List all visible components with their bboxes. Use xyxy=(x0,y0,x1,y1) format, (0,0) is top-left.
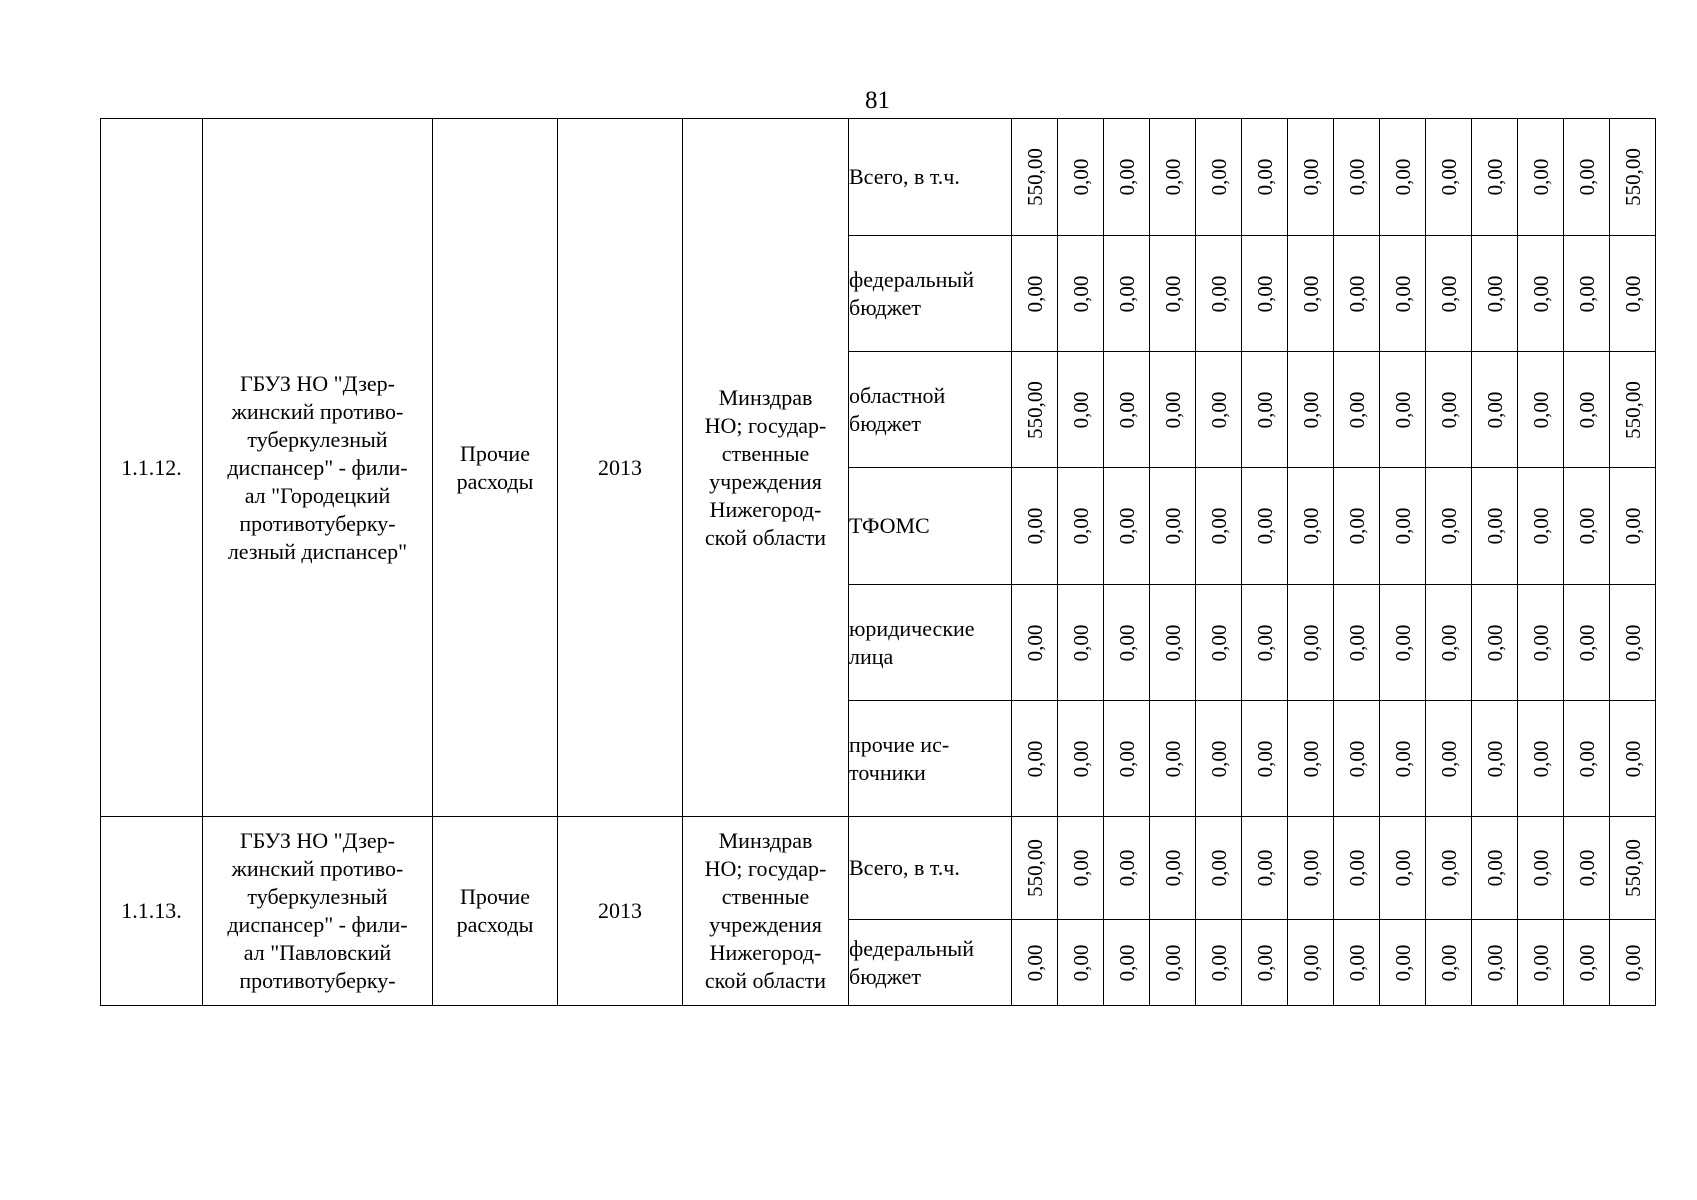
page-number: 81 xyxy=(865,87,890,114)
amount-cell xyxy=(1012,585,1058,701)
amount-cell xyxy=(1288,236,1334,352)
text-line: ал "Городецкий xyxy=(244,482,391,508)
amount-cell xyxy=(1610,817,1656,920)
amount-value: 0,00 xyxy=(1252,391,1277,428)
amount-cell xyxy=(1150,817,1196,920)
amount-cell xyxy=(1334,701,1380,817)
amount-value: 0,00 xyxy=(1390,158,1415,196)
text-line: федеральный xyxy=(849,266,974,292)
amount-cell xyxy=(1334,236,1380,352)
amount-value: 550,00 xyxy=(1022,380,1047,439)
amount-cell xyxy=(1012,352,1058,468)
amount-value: 0,00 xyxy=(1574,158,1599,196)
text-line: ской области xyxy=(704,524,827,550)
amount-value: 0,00 xyxy=(1160,849,1185,887)
institution-name-cell xyxy=(203,817,433,1006)
amount-value: 0,00 xyxy=(1436,391,1461,428)
amount-cell xyxy=(1518,920,1564,1006)
text-line: учреждения xyxy=(709,912,822,937)
amount-value: 0,00 xyxy=(1298,507,1323,545)
amount-value: 0,00 xyxy=(1344,740,1369,777)
amount-value: 0,00 xyxy=(1482,507,1507,545)
amount-value: 0,00 xyxy=(1206,944,1231,981)
amount-value: 0,00 xyxy=(1022,740,1047,777)
amount-cell xyxy=(1104,468,1150,585)
amount-cell xyxy=(1058,352,1104,468)
text-line: жинский противо- xyxy=(231,856,404,881)
amount-value: 0,00 xyxy=(1114,507,1139,545)
amount-cell xyxy=(1288,468,1334,585)
amount-cell xyxy=(1196,817,1242,920)
amount-value: 0,00 xyxy=(1574,391,1599,428)
amount-value: 0,00 xyxy=(1436,849,1461,887)
amount-value: 0,00 xyxy=(1482,849,1507,887)
amount-value: 0,00 xyxy=(1620,275,1645,312)
table-row xyxy=(101,817,1656,920)
amount-cell xyxy=(1518,817,1564,920)
amount-value: 0,00 xyxy=(1482,158,1507,196)
amount-cell xyxy=(1472,236,1518,352)
amount-cell xyxy=(1242,352,1288,468)
amount-cell xyxy=(1610,920,1656,1006)
amount-value: 0,00 xyxy=(1206,849,1231,887)
amount-value: 0,00 xyxy=(1620,740,1645,777)
amount-value: 0,00 xyxy=(1344,391,1369,428)
institution-name-cell xyxy=(203,119,433,817)
text-line: точники xyxy=(849,759,926,785)
amount-value: 0,00 xyxy=(1252,740,1277,777)
text-line: учреждения xyxy=(709,468,822,494)
amount-cell xyxy=(1012,236,1058,352)
text-line: бюджет xyxy=(849,294,921,320)
amount-value: 0,00 xyxy=(1482,275,1507,312)
funding-source-cell xyxy=(849,236,1012,352)
amount-cell xyxy=(1472,817,1518,920)
amount-value: 0,00 xyxy=(1344,158,1369,196)
amount-value: 0,00 xyxy=(1298,849,1323,887)
amount-cell xyxy=(1334,468,1380,585)
amount-cell xyxy=(1472,468,1518,585)
amount-value: 0,00 xyxy=(1574,740,1599,777)
amount-value: 0,00 xyxy=(1620,624,1645,661)
amount-cell xyxy=(1058,585,1104,701)
text-line: лезный диспансер" xyxy=(227,538,408,564)
amount-value: 0,00 xyxy=(1206,740,1231,777)
funding-source-cell xyxy=(849,701,1012,817)
amount-cell xyxy=(1334,119,1380,236)
amount-cell xyxy=(1426,119,1472,236)
amount-cell xyxy=(1564,236,1610,352)
amount-cell xyxy=(1150,468,1196,585)
amount-value: 0,00 xyxy=(1206,275,1231,312)
amount-cell xyxy=(1288,119,1334,236)
amount-value: 0,00 xyxy=(1252,849,1277,887)
amount-value: 550,00 xyxy=(1022,148,1047,206)
amount-cell xyxy=(1472,585,1518,701)
amount-value: 0,00 xyxy=(1390,275,1415,312)
text-line: Нижегород- xyxy=(709,496,822,522)
amount-value: 0,00 xyxy=(1252,275,1277,312)
amount-value: 0,00 xyxy=(1114,158,1139,196)
amount-cell xyxy=(1518,468,1564,585)
text-line: противотуберку- xyxy=(239,968,396,993)
amount-cell xyxy=(1610,701,1656,817)
amount-value: 0,00 xyxy=(1298,275,1323,312)
amount-value: 0,00 xyxy=(1114,391,1139,428)
amount-value: 0,00 xyxy=(1068,849,1093,887)
budget-table xyxy=(100,118,1656,1006)
expense-type-cell xyxy=(433,119,558,817)
amount-cell xyxy=(1104,920,1150,1006)
amount-value: 0,00 xyxy=(1298,740,1323,777)
amount-value: 0,00 xyxy=(1528,507,1553,545)
funding-source-cell xyxy=(849,468,1012,585)
amount-cell xyxy=(1564,817,1610,920)
amount-cell xyxy=(1426,701,1472,817)
amount-value: 0,00 xyxy=(1160,624,1185,661)
item-number-cell: 1.1.13. xyxy=(101,817,203,1006)
text-line: жинский противо- xyxy=(231,398,404,424)
amount-value: 0,00 xyxy=(1574,944,1599,981)
amount-cell xyxy=(1564,920,1610,1006)
amount-cell xyxy=(1610,352,1656,468)
amount-cell xyxy=(1426,236,1472,352)
amount-cell xyxy=(1242,817,1288,920)
amount-cell xyxy=(1012,817,1058,920)
amount-value: 0,00 xyxy=(1068,944,1093,981)
amount-cell xyxy=(1012,468,1058,585)
amount-cell xyxy=(1380,817,1426,920)
amount-cell xyxy=(1058,817,1104,920)
amount-cell xyxy=(1426,817,1472,920)
amount-cell xyxy=(1380,468,1426,585)
amount-cell xyxy=(1058,920,1104,1006)
amount-cell xyxy=(1196,468,1242,585)
amount-value: 0,00 xyxy=(1068,624,1093,661)
amount-cell xyxy=(1334,585,1380,701)
amount-cell xyxy=(1196,352,1242,468)
responsible-cell xyxy=(683,817,849,1006)
year-cell: 2013 xyxy=(558,119,683,817)
amount-cell xyxy=(1242,585,1288,701)
text-line: областной xyxy=(849,382,946,408)
amount-value: 0,00 xyxy=(1528,275,1553,312)
amount-value: 0,00 xyxy=(1482,944,1507,981)
text-line: туберкулезный xyxy=(247,426,388,452)
amount-cell xyxy=(1104,585,1150,701)
amount-value: 0,00 xyxy=(1528,624,1553,661)
amount-value: 0,00 xyxy=(1436,740,1461,777)
amount-cell xyxy=(1150,119,1196,236)
text-line: бюджет xyxy=(849,410,921,436)
text-line: Минздрав xyxy=(718,828,813,853)
amount-cell xyxy=(1150,920,1196,1006)
amount-value: 0,00 xyxy=(1390,849,1415,887)
amount-value: 0,00 xyxy=(1206,507,1231,545)
text-line: Прочие xyxy=(460,884,530,909)
amount-value: 0,00 xyxy=(1160,740,1185,777)
amount-cell xyxy=(1610,585,1656,701)
amount-cell xyxy=(1150,352,1196,468)
amount-cell xyxy=(1334,817,1380,920)
amount-value: 550,00 xyxy=(1620,380,1645,439)
amount-cell xyxy=(1012,701,1058,817)
text-line: ал "Павловский xyxy=(243,940,392,965)
amount-value: 0,00 xyxy=(1436,507,1461,545)
text-line: ГБУЗ НО "Дзер- xyxy=(240,828,395,853)
amount-cell xyxy=(1150,585,1196,701)
amount-cell xyxy=(1518,352,1564,468)
amount-value: 0,00 xyxy=(1114,849,1139,887)
amount-value: 0,00 xyxy=(1298,391,1323,428)
amount-value: 0,00 xyxy=(1482,391,1507,428)
amount-value: 0,00 xyxy=(1022,944,1047,981)
text-line: ской области xyxy=(704,968,827,993)
funding-source-cell xyxy=(849,817,1012,920)
amount-cell xyxy=(1012,119,1058,236)
text-line: противотуберку- xyxy=(239,510,396,536)
amount-cell xyxy=(1104,119,1150,236)
amount-value: 0,00 xyxy=(1160,944,1185,981)
amount-value: 0,00 xyxy=(1160,158,1185,196)
text-line: федеральный xyxy=(849,935,974,961)
amount-cell xyxy=(1426,585,1472,701)
amount-value: 0,00 xyxy=(1344,624,1369,661)
amount-value: 0,00 xyxy=(1436,944,1461,981)
text-line: диспансер" - фили- xyxy=(227,912,408,937)
amount-cell xyxy=(1380,119,1426,236)
amount-cell xyxy=(1196,701,1242,817)
amount-value: 0,00 xyxy=(1482,740,1507,777)
text-line: расходы xyxy=(456,912,534,937)
amount-value: 0,00 xyxy=(1160,391,1185,428)
amount-value: 0,00 xyxy=(1620,944,1645,981)
amount-cell xyxy=(1610,119,1656,236)
amount-value: 0,00 xyxy=(1344,944,1369,981)
amount-cell xyxy=(1058,701,1104,817)
amount-value: 0,00 xyxy=(1574,624,1599,661)
text-line: лица xyxy=(849,643,894,669)
amount-value: 0,00 xyxy=(1574,849,1599,887)
text-line: юридические xyxy=(849,615,975,641)
text-line: бюджет xyxy=(849,963,921,989)
text-line: туберкулезный xyxy=(247,884,388,909)
text-line: Всего, в т.ч. xyxy=(849,855,960,880)
amount-value: 0,00 xyxy=(1390,507,1415,545)
amount-cell xyxy=(1472,701,1518,817)
amount-cell xyxy=(1196,119,1242,236)
amount-cell xyxy=(1058,236,1104,352)
text-line: Минздрав xyxy=(718,384,813,410)
text-line: Всего, в т.ч. xyxy=(849,164,960,189)
amount-cell xyxy=(1104,701,1150,817)
amount-value: 0,00 xyxy=(1022,624,1047,661)
text-line: ственные xyxy=(721,884,810,909)
amount-value: 0,00 xyxy=(1574,275,1599,312)
amount-value: 0,00 xyxy=(1206,624,1231,661)
amount-value: 0,00 xyxy=(1574,507,1599,545)
amount-value: 0,00 xyxy=(1252,944,1277,981)
amount-cell xyxy=(1288,352,1334,468)
amount-cell xyxy=(1380,352,1426,468)
amount-cell xyxy=(1564,119,1610,236)
text-line: НО; государ- xyxy=(704,412,827,438)
amount-value: 0,00 xyxy=(1390,944,1415,981)
amount-cell xyxy=(1610,236,1656,352)
amount-value: 0,00 xyxy=(1068,740,1093,777)
text-line: НО; государ- xyxy=(704,856,827,881)
amount-cell xyxy=(1288,701,1334,817)
amount-value: 0,00 xyxy=(1344,275,1369,312)
year-cell: 2013 xyxy=(558,817,683,1006)
text-line: диспансер" - фили- xyxy=(227,454,408,480)
amount-value: 0,00 xyxy=(1206,158,1231,196)
amount-cell xyxy=(1518,585,1564,701)
amount-value: 0,00 xyxy=(1252,158,1277,196)
amount-value: 0,00 xyxy=(1344,507,1369,545)
amount-value: 0,00 xyxy=(1114,624,1139,661)
amount-value: 0,00 xyxy=(1528,391,1553,428)
amount-cell xyxy=(1564,701,1610,817)
amount-value: 0,00 xyxy=(1114,944,1139,981)
amount-cell xyxy=(1564,352,1610,468)
amount-value: 550,00 xyxy=(1620,839,1645,897)
responsible-cell xyxy=(683,119,849,817)
amount-cell xyxy=(1426,920,1472,1006)
amount-cell xyxy=(1196,236,1242,352)
amount-cell xyxy=(1472,352,1518,468)
amount-value: 0,00 xyxy=(1436,275,1461,312)
amount-cell xyxy=(1518,701,1564,817)
amount-cell xyxy=(1380,585,1426,701)
amount-value: 0,00 xyxy=(1298,624,1323,661)
amount-cell xyxy=(1058,119,1104,236)
amount-value: 0,00 xyxy=(1068,158,1093,196)
amount-cell xyxy=(1150,236,1196,352)
amount-value: 0,00 xyxy=(1114,740,1139,777)
amount-value: 0,00 xyxy=(1206,391,1231,428)
amount-value: 0,00 xyxy=(1160,507,1185,545)
amount-cell xyxy=(1288,817,1334,920)
amount-cell xyxy=(1242,236,1288,352)
amount-value: 0,00 xyxy=(1390,740,1415,777)
amount-value: 0,00 xyxy=(1482,624,1507,661)
amount-cell xyxy=(1426,352,1472,468)
amount-cell xyxy=(1058,468,1104,585)
amount-value: 0,00 xyxy=(1436,624,1461,661)
text-line: расходы xyxy=(456,468,534,494)
amount-value: 0,00 xyxy=(1252,624,1277,661)
amount-cell xyxy=(1564,585,1610,701)
amount-value: 0,00 xyxy=(1068,275,1093,312)
amount-cell xyxy=(1380,236,1426,352)
amount-cell xyxy=(1196,585,1242,701)
amount-value: 0,00 xyxy=(1436,158,1461,196)
funding-source-cell xyxy=(849,352,1012,468)
amount-cell xyxy=(1472,119,1518,236)
amount-cell xyxy=(1242,701,1288,817)
amount-value: 0,00 xyxy=(1114,275,1139,312)
amount-value: 550,00 xyxy=(1620,148,1645,206)
amount-cell xyxy=(1104,352,1150,468)
amount-cell xyxy=(1196,920,1242,1006)
amount-cell xyxy=(1288,920,1334,1006)
amount-value: 0,00 xyxy=(1022,507,1047,545)
text-line: прочие ис- xyxy=(849,731,950,757)
amount-value: 0,00 xyxy=(1528,849,1553,887)
amount-value: 0,00 xyxy=(1390,624,1415,661)
amount-value: 0,00 xyxy=(1252,507,1277,545)
amount-value: 0,00 xyxy=(1528,740,1553,777)
amount-cell xyxy=(1472,920,1518,1006)
amount-cell xyxy=(1518,119,1564,236)
amount-cell xyxy=(1012,920,1058,1006)
amount-value: 0,00 xyxy=(1022,275,1047,312)
text-line: ственные xyxy=(721,440,810,466)
amount-cell xyxy=(1242,468,1288,585)
text-line: Прочие xyxy=(460,440,530,466)
amount-cell xyxy=(1150,701,1196,817)
amount-cell xyxy=(1104,817,1150,920)
amount-value: 0,00 xyxy=(1344,849,1369,887)
text-line: ГБУЗ НО "Дзер- xyxy=(240,370,395,396)
expense-type-cell xyxy=(433,817,558,1006)
amount-value: 0,00 xyxy=(1528,158,1553,196)
funding-source-cell xyxy=(849,920,1012,1006)
amount-value: 0,00 xyxy=(1528,944,1553,981)
table-row xyxy=(101,119,1656,236)
amount-cell xyxy=(1242,119,1288,236)
amount-cell xyxy=(1242,920,1288,1006)
amount-cell xyxy=(1380,920,1426,1006)
item-number-cell: 1.1.12. xyxy=(101,119,203,817)
amount-cell xyxy=(1426,468,1472,585)
amount-value: 0,00 xyxy=(1620,507,1645,545)
amount-cell xyxy=(1610,468,1656,585)
text-line: Нижегород- xyxy=(709,940,822,965)
amount-value: 0,00 xyxy=(1068,391,1093,428)
amount-cell xyxy=(1518,236,1564,352)
text-line: ТФОМС xyxy=(849,513,930,538)
amount-value: 0,00 xyxy=(1298,158,1323,196)
amount-cell xyxy=(1564,468,1610,585)
amount-value: 0,00 xyxy=(1068,507,1093,545)
amount-value: 0,00 xyxy=(1390,391,1415,428)
funding-source-cell xyxy=(849,119,1012,236)
amount-cell xyxy=(1380,701,1426,817)
amount-cell xyxy=(1104,236,1150,352)
amount-cell xyxy=(1288,585,1334,701)
funding-source-cell xyxy=(849,585,1012,701)
amount-value: 550,00 xyxy=(1022,839,1047,897)
amount-cell xyxy=(1334,352,1380,468)
amount-value: 0,00 xyxy=(1160,275,1185,312)
amount-value: 0,00 xyxy=(1298,944,1323,981)
amount-cell xyxy=(1334,920,1380,1006)
